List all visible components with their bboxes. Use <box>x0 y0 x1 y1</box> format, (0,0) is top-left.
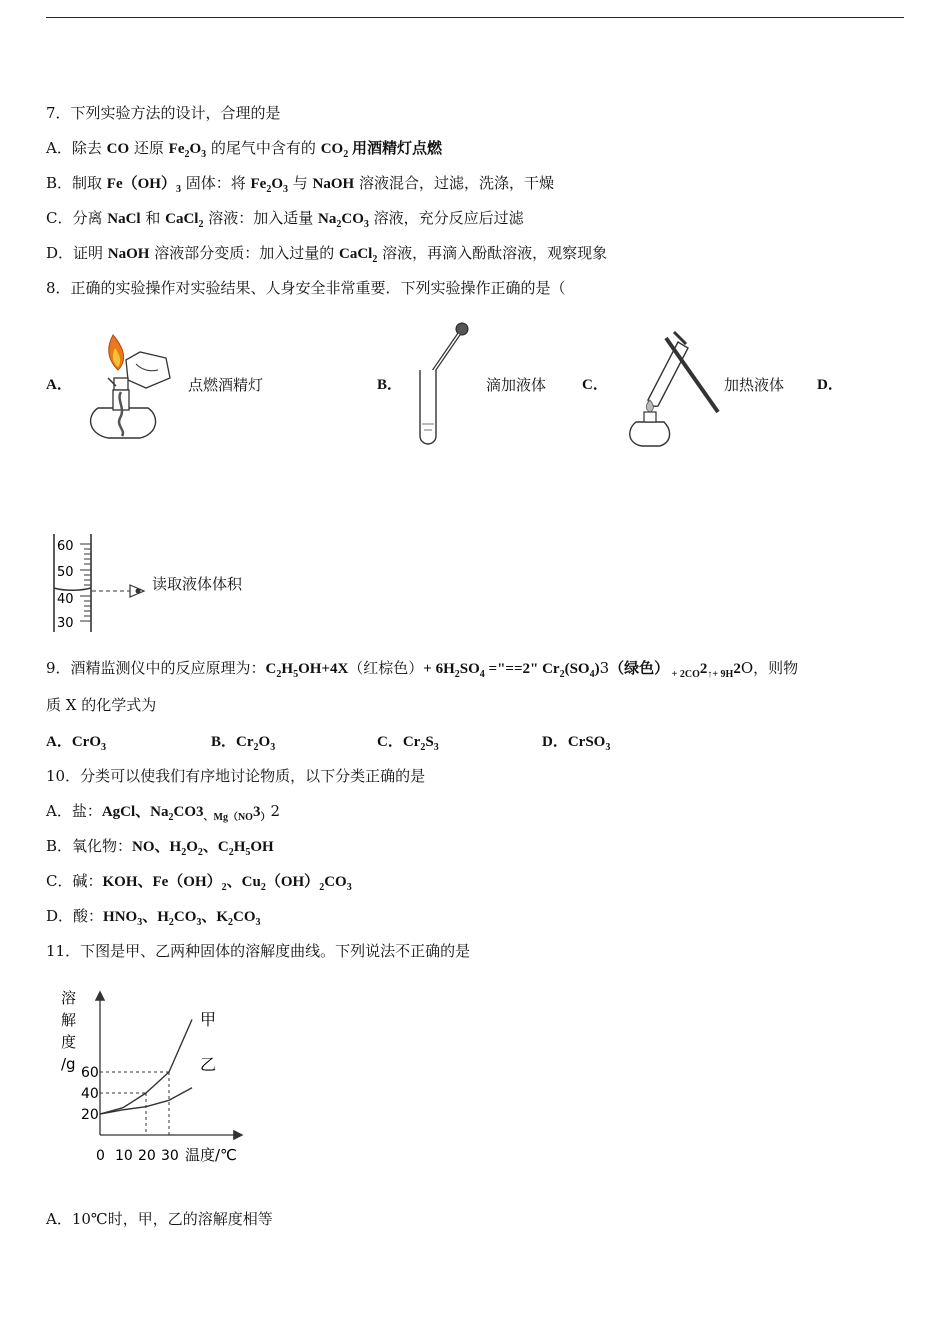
q7-option-d[interactable] <box>46 242 607 265</box>
dropper-test-tube-icon <box>412 320 472 448</box>
q8-option-b-letter[interactable]: B． <box>377 377 403 393</box>
text-run: O <box>740 659 754 677</box>
formula-text: 2 <box>699 661 708 677</box>
subscript: 2 <box>319 882 325 893</box>
formula-text: S <box>425 734 434 750</box>
q8-option-c-letter[interactable]: C． <box>582 377 608 393</box>
subscript: 2 <box>454 669 460 680</box>
text-run: D．酸： <box>46 907 104 925</box>
cylinder-tick-30: 30 <box>57 616 74 631</box>
graduated-cylinder-icon <box>50 530 160 636</box>
formula-text: CO <box>106 141 130 157</box>
formula-text: Cr <box>236 734 254 750</box>
formula-text: NaOH <box>107 246 150 262</box>
q8-option-d-letter[interactable]: D． <box>817 377 843 393</box>
alcohol-lamp-lighting-icon <box>78 330 188 445</box>
q9-option-c[interactable] <box>377 730 439 753</box>
text-run: 固体：将 <box>180 174 251 192</box>
subscript: 2 <box>228 847 234 858</box>
formula-text: O <box>189 141 202 157</box>
formula-text: CO <box>173 909 197 925</box>
subscript: 3 <box>283 184 288 195</box>
text-run: 3 <box>599 659 610 677</box>
x-tick-label: 20 <box>138 1148 156 1164</box>
formula-text: NaOH <box>312 176 355 192</box>
y-tick-label: 40 <box>81 1086 99 1102</box>
formula-text: + 6H <box>423 661 455 677</box>
text-run: 9．酒精监测仪中的反应原理为： <box>46 659 266 677</box>
subscript: 2 <box>221 882 227 893</box>
text-run: 与 <box>288 174 313 192</box>
formula-text: O <box>271 176 283 192</box>
formula-text: 、C <box>202 839 229 855</box>
text-run: 的尾气中含有的 <box>206 139 321 157</box>
subscript: 2 <box>266 184 272 195</box>
formula-text: CO <box>324 874 347 890</box>
subscript: 3 <box>196 917 202 928</box>
q10-option-d[interactable] <box>46 905 261 928</box>
formula-text: C． <box>377 734 403 750</box>
subscript: 2 <box>198 219 204 230</box>
text-run: 和 <box>140 209 166 227</box>
formula-text: 2 <box>733 661 741 677</box>
subscript: 2 <box>181 847 187 858</box>
subscript: 5 <box>293 669 299 680</box>
formula-text: 、K <box>201 909 229 925</box>
x-tick-label: 0 <box>96 1148 105 1164</box>
formula-text: 、H <box>142 909 169 925</box>
text-run: D．证明 <box>46 244 108 262</box>
q8-stem: 8．正确的实验操作对实验结果、人身安全非常重要．下列实验操作正确的是（ <box>46 279 566 297</box>
q8-option-a-text: 点燃酒精灯 <box>188 376 264 394</box>
subscript: 3 <box>201 149 207 160</box>
formula-text: Na <box>318 211 337 227</box>
subscript: ↑+ 9H <box>707 669 734 680</box>
formula-text: CrSO <box>567 734 606 750</box>
q10-option-b[interactable] <box>46 835 274 858</box>
text-run: （红棕色） <box>348 659 424 677</box>
formula-text: D． <box>542 734 568 750</box>
formula-text: 用酒精灯点燃 <box>348 141 442 157</box>
q7-option-b[interactable] <box>46 172 554 195</box>
q7-option-c[interactable] <box>46 207 524 230</box>
x-tick-label: 30 <box>161 1148 179 1164</box>
q8-option-a-letter[interactable]: A． <box>46 377 72 393</box>
text-run: 溶液：加入适量 <box>203 209 319 227</box>
cylinder-tick-60: 60 <box>57 539 74 554</box>
formula-text: AgCl、Na <box>101 804 169 820</box>
formula-text: ="==2" Cr <box>484 661 560 677</box>
x-axis-label: 温度/℃ <box>185 1146 237 1164</box>
text-run: 还原 <box>129 139 169 157</box>
formula-text: H <box>281 661 294 677</box>
subscript: 2 <box>168 812 174 823</box>
text-run: B．氧化物： <box>46 837 133 855</box>
subscript: + 2CO <box>669 669 700 680</box>
subscript: 2 <box>559 669 565 680</box>
formula-text: NaCl <box>107 211 141 227</box>
subscript: 2 <box>276 669 282 680</box>
subscript: 2 <box>336 219 342 230</box>
formula-text: C <box>265 661 277 677</box>
y-axis-label-char: 溶 <box>61 989 77 1007</box>
subscript: 2 <box>343 149 349 160</box>
subscript: 4 <box>479 669 485 680</box>
formula-text: H <box>233 839 246 855</box>
subscript: 2 <box>260 882 266 893</box>
q8-option-d-text: 读取液体体积 <box>152 575 243 593</box>
formula-text: （绿色） <box>609 661 670 677</box>
text-run: 溶液，充分反应后过滤 <box>368 209 524 227</box>
text-run: C．碱： <box>46 872 103 890</box>
header-rule <box>46 17 904 18</box>
formula-text: CaCl <box>165 211 199 227</box>
x-tick-label: 10 <box>115 1148 133 1164</box>
formula-text: （OH） <box>265 874 320 890</box>
subscript: 2 <box>253 742 259 753</box>
q7-option-a[interactable] <box>46 137 442 160</box>
formula-text: Cr <box>402 734 421 750</box>
formula-text: KOH、Fe（OH） <box>102 874 222 890</box>
formula-text: B． <box>211 734 237 750</box>
formula-text: OH+4X <box>298 661 349 677</box>
y-axis-label-char: 解 <box>61 1011 77 1029</box>
text-run: B．制取 <box>46 174 107 192</box>
y-tick-label: 60 <box>81 1065 99 1081</box>
formula-text: O <box>186 839 198 855</box>
subscript: 2 <box>197 847 203 858</box>
y-axis-label-char: 度 <box>61 1033 77 1051</box>
formula-text: Fe <box>250 176 267 192</box>
formula-text: CO <box>320 141 344 157</box>
q10-option-a[interactable] <box>46 800 280 823</box>
formula-text: SO <box>459 661 480 677</box>
subscript: 4 <box>589 669 595 680</box>
q9-stem-line1 <box>46 657 798 680</box>
text-run: A．盐： <box>46 802 102 820</box>
formula-text: CO <box>173 804 197 820</box>
formula-text: Fe（OH） <box>106 176 176 192</box>
q7-stem: 7．下列实验方法的设计，合理的是 <box>46 104 281 122</box>
formula-text: CO <box>341 211 364 227</box>
subscript: 3 <box>363 219 369 230</box>
text-run: 溶液混合，过滤，洗涤，干燥 <box>354 174 554 192</box>
subscript: 2 <box>420 742 426 753</box>
formula-text: CrO <box>71 734 102 750</box>
subscript: 2 <box>372 254 378 265</box>
q10-stem: 10．分类可以使我们有序地讨论物质，以下分类正确的是 <box>46 767 426 785</box>
subscript: 3 <box>433 742 439 753</box>
subscript: 3 <box>101 742 107 753</box>
subscript: 3 <box>175 184 181 195</box>
formula-text: CO <box>233 909 256 925</box>
subscript: 3 <box>270 742 276 753</box>
formula-text: A． <box>46 734 72 750</box>
formula-text: (SO <box>564 661 590 677</box>
series-label-0: 甲 <box>200 1010 217 1029</box>
subscript: 5 <box>245 847 251 858</box>
q9-option-a[interactable] <box>46 730 106 753</box>
text-run: 溶液部分变质：加入过量的 <box>149 244 340 262</box>
formula-text: O <box>258 734 271 750</box>
subscript: 2 <box>168 917 174 928</box>
formula-text: CaCl <box>339 246 373 262</box>
text-run: ，则物 <box>753 659 799 677</box>
q9-stem-line2: 质 X 的化学式为 <box>46 696 157 714</box>
formula-text: 、Cu <box>226 874 261 890</box>
q11-stem: 11．下图是甲、乙两种固体的溶解度曲线。下列说法不正确的是 <box>46 942 471 960</box>
q9-option-d[interactable] <box>542 730 610 753</box>
cylinder-tick-50: 50 <box>57 565 74 580</box>
q8-option-b-text: 滴加液体 <box>486 376 547 394</box>
text-run: 2 <box>270 802 281 820</box>
y-tick-label: 20 <box>81 1107 99 1123</box>
text-run: C．分离 <box>46 209 108 227</box>
formula-text: ) <box>594 661 600 677</box>
q9-option-b[interactable] <box>211 730 275 753</box>
formula-text: NO、H <box>132 839 182 855</box>
formula-text: Fe <box>168 141 185 157</box>
heating-test-tube-icon <box>608 330 728 450</box>
q10-option-c[interactable] <box>46 870 352 893</box>
subscript: 2 <box>184 149 190 160</box>
subscript: 、Mg（NO <box>203 812 253 823</box>
cylinder-tick-40: 40 <box>57 592 74 607</box>
formula-text: 3 <box>252 804 261 820</box>
subscript: 2 <box>228 917 234 928</box>
solubility-chart <box>55 983 255 1168</box>
formula-text: 3 <box>196 804 204 820</box>
text-run: A．除去 <box>46 139 107 157</box>
subscript: 3 <box>137 917 143 928</box>
subscript: 3 <box>605 742 611 753</box>
subscript: ） <box>260 812 271 823</box>
text-run: 溶液，再滴入酚酞溶液，观察现象 <box>377 244 608 262</box>
q8-option-c-text: 加热液体 <box>724 376 785 394</box>
subscript: 3 <box>346 882 352 893</box>
formula-text: OH <box>250 839 274 855</box>
y-axis-label-char: /g <box>61 1055 76 1073</box>
subscript: 3 <box>255 917 261 928</box>
q11-option-a[interactable]: A．10℃时，甲，乙的溶解度相等 <box>46 1210 273 1228</box>
series-label-1: 乙 <box>200 1055 217 1074</box>
formula-text: HNO <box>103 909 138 925</box>
